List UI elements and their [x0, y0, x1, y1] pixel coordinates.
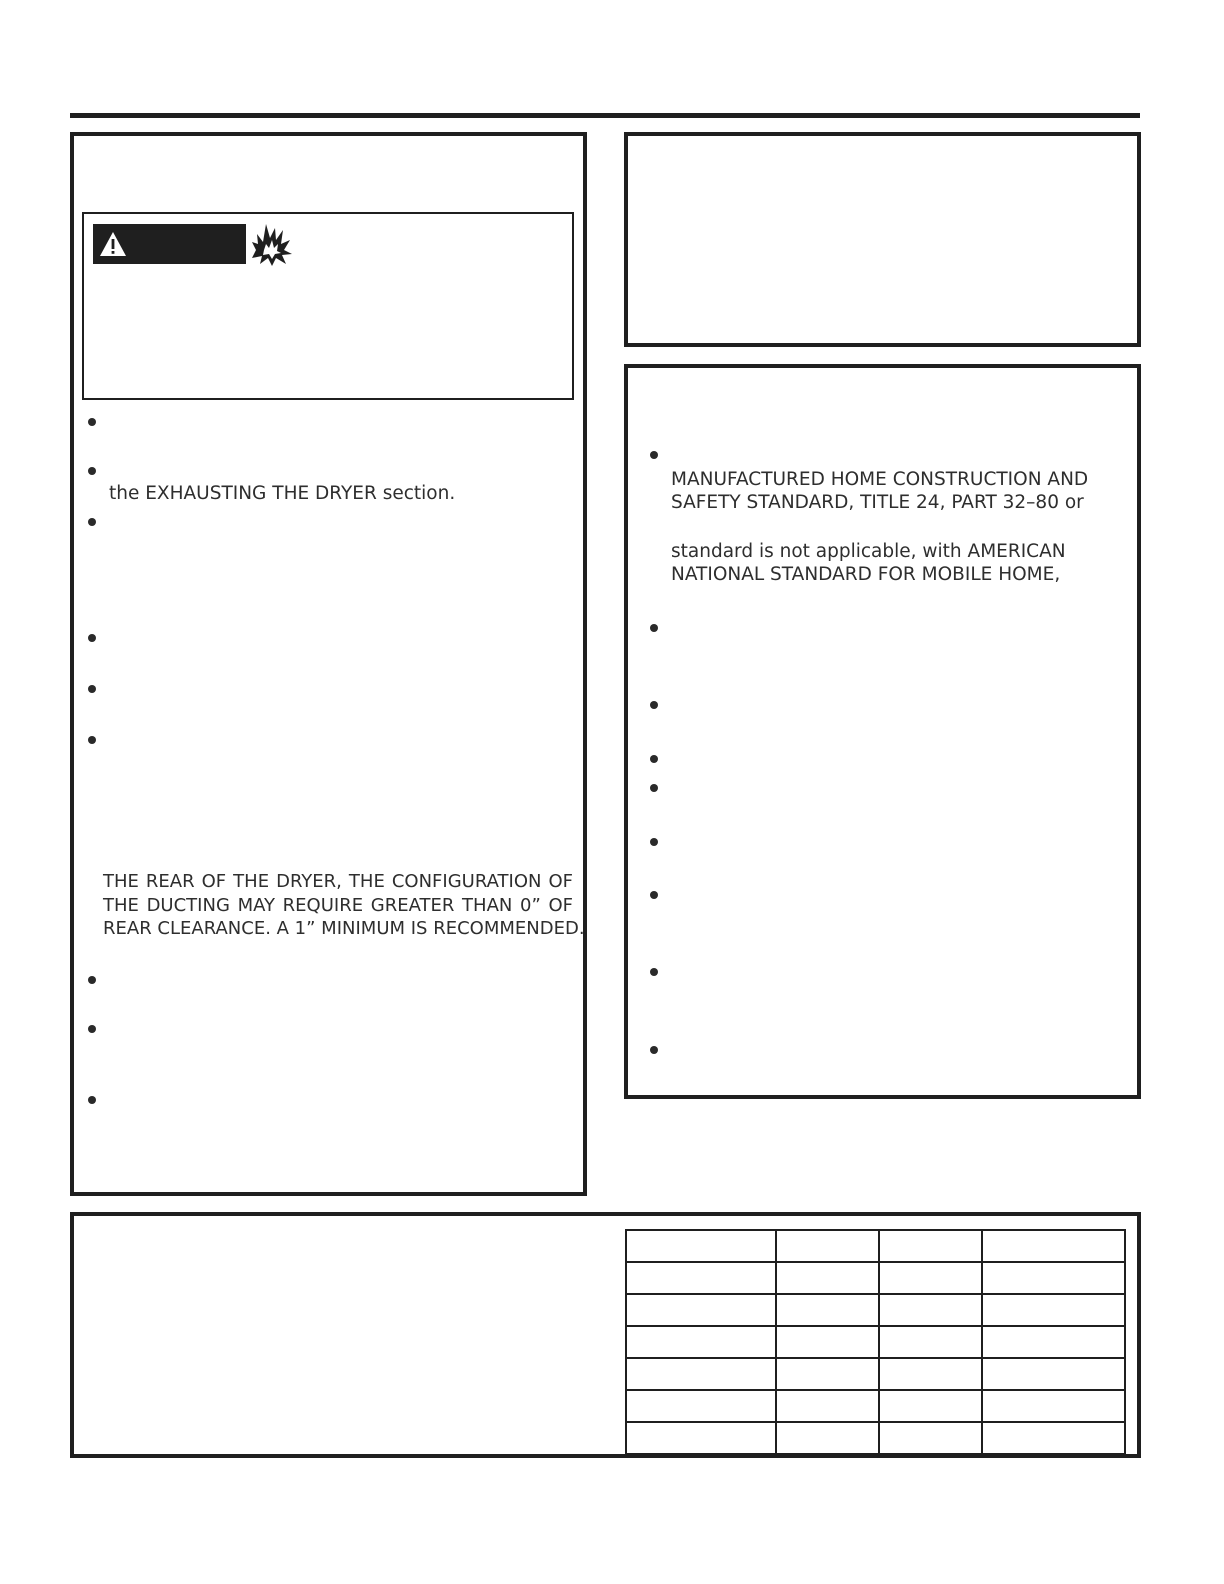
table-cell — [879, 1294, 982, 1326]
table-row — [626, 1422, 1125, 1454]
table-cell — [626, 1230, 776, 1262]
table-cell — [879, 1422, 982, 1454]
table-cell — [879, 1358, 982, 1390]
bullet — [650, 624, 658, 632]
table-cell — [879, 1326, 982, 1358]
bullet — [650, 838, 658, 846]
bullet — [650, 891, 658, 899]
rear-clearance-line: REAR CLEARANCE. A 1” MINIMUM IS RECOMMENDED. — [103, 918, 585, 939]
table-cell — [776, 1262, 879, 1294]
table-cell — [626, 1326, 776, 1358]
rear-clearance-note — [103, 870, 585, 941]
table-cell — [879, 1230, 982, 1262]
bullet — [88, 518, 96, 526]
table-row — [626, 1262, 1125, 1294]
table-cell — [982, 1294, 1125, 1326]
rear-clearance-line: THE REAR OF THE DRYER, THE CONFIGURATION OF — [103, 871, 573, 892]
table-row — [626, 1326, 1125, 1358]
table-cell — [626, 1422, 776, 1454]
table-cell — [626, 1358, 776, 1390]
exhausting-reference-text: the EXHAUSTING THE DRYER section. — [109, 483, 456, 504]
bullet — [88, 976, 96, 984]
table-cell — [626, 1262, 776, 1294]
table-row — [626, 1230, 1125, 1262]
standard-line: NATIONAL STANDARD FOR MOBILE HOME, — [671, 564, 1061, 585]
warning-triangle-icon — [99, 231, 127, 257]
bullet — [88, 634, 96, 642]
bullet — [88, 467, 96, 475]
standard-line: MANUFACTURED HOME CONSTRUCTION AND — [671, 469, 1089, 490]
bullet — [88, 685, 96, 693]
warning-label — [93, 224, 246, 264]
table-cell — [982, 1358, 1125, 1390]
table-cell — [879, 1390, 982, 1422]
bullet — [650, 784, 658, 792]
bullet — [650, 451, 658, 459]
table-cell — [776, 1390, 879, 1422]
explosion-icon — [250, 220, 294, 266]
table-cell — [776, 1422, 879, 1454]
table-cell — [982, 1230, 1125, 1262]
table-cell — [776, 1230, 879, 1262]
table-cell — [982, 1390, 1125, 1422]
standard-line: standard is not applicable, with AMERICAN — [671, 541, 1066, 562]
bullet — [88, 418, 96, 426]
bullet — [88, 1025, 96, 1033]
table-row — [626, 1294, 1125, 1326]
table-cell — [626, 1390, 776, 1422]
bullet — [88, 1096, 96, 1104]
table-cell — [776, 1358, 879, 1390]
bullet — [650, 1046, 658, 1054]
table-cell — [626, 1294, 776, 1326]
bullet — [88, 736, 96, 744]
bullet — [650, 755, 658, 763]
table-cell — [776, 1326, 879, 1358]
table-cell — [776, 1294, 879, 1326]
table-cell — [982, 1262, 1125, 1294]
bullet — [650, 968, 658, 976]
table-cell — [982, 1422, 1125, 1454]
rear-clearance-line: THE DUCTING MAY REQUIRE GREATER THAN 0” OF — [103, 894, 573, 916]
standard-line: SAFETY STANDARD, TITLE 24, PART 32–80 or — [671, 492, 1084, 513]
table-row — [626, 1390, 1125, 1422]
table-cell — [879, 1262, 982, 1294]
table-row — [626, 1358, 1125, 1390]
right-top-box — [624, 132, 1141, 347]
header-rule — [70, 113, 1140, 118]
specifications-table — [625, 1229, 1126, 1455]
bullet — [650, 701, 658, 709]
table-cell — [982, 1326, 1125, 1358]
